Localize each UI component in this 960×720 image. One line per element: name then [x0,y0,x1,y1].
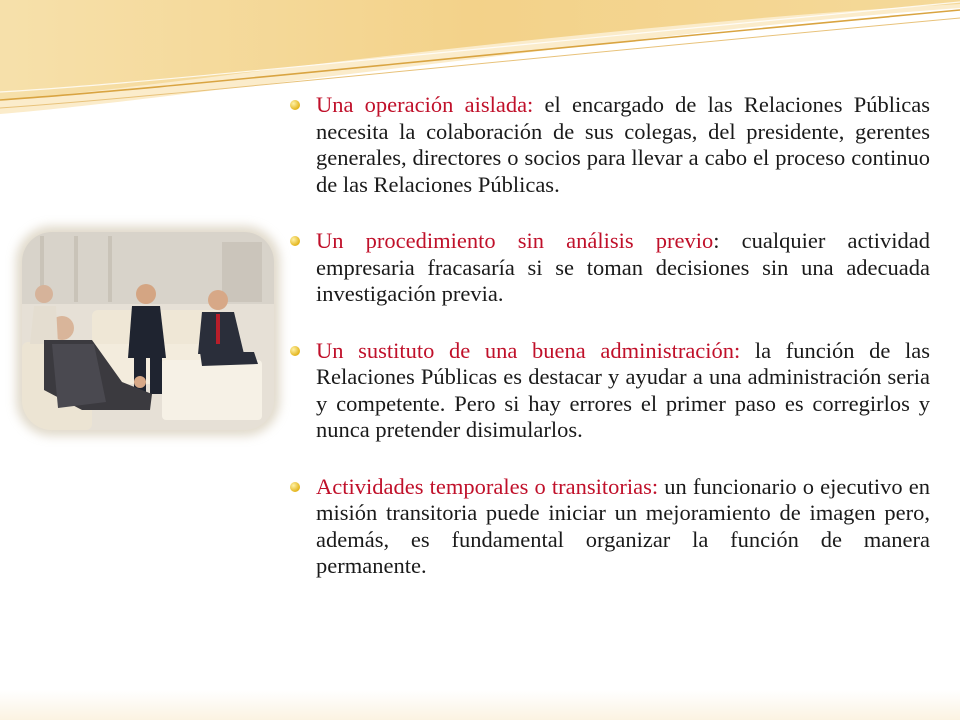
bullet-description: un funcionario o ejecutivo en misión transitoria puede iniciar un mejoramiento de imagen pero, además, es fundamental organizar la función de manera permanente. [316,473,930,578]
list-item [290,228,930,308]
list-item [290,92,930,198]
bullet-description: : cualquier actividad empresaria fracasaría si se toman decisiones sin una adecuada investigación previa. [316,228,930,306]
bullet-dot-icon [290,346,300,356]
bullet-text [316,92,930,198]
meeting-photo-icon [22,232,274,430]
list-item [290,338,930,444]
bullet-term: Un sustituto de una buena administración: [316,337,741,363]
meeting-photo [22,232,274,430]
bullet-dot-icon [290,236,300,246]
bullet-text [316,228,930,308]
bullet-text [316,474,930,580]
bullet-dot-icon [290,100,300,110]
bullet-term: Actividades temporales o transitorias: [316,473,659,499]
bullet-dot-icon [290,482,300,492]
bullet-text [316,338,930,444]
bullet-list [290,92,930,580]
bullet-description: el encargado de las Relaciones Públicas necesita la colaboración de sus colegas, del presidente, gerentes generales, directores o socios para llevar a cabo el proceso continuo de las Relaciones Públicas. [316,92,930,197]
bullet-description: la función de las Relaciones Públicas es destacar y ayudar a una administración seria y competente. Pero si hay errores el primer paso es corregirlos y nunca pretender disimularlos. [316,337,930,442]
bottom-fade [0,690,960,720]
list-item [290,474,930,580]
bullet-term: Un procedimiento sin análisis previo [316,228,714,253]
bullet-term: Una operación aislada: [316,92,534,117]
